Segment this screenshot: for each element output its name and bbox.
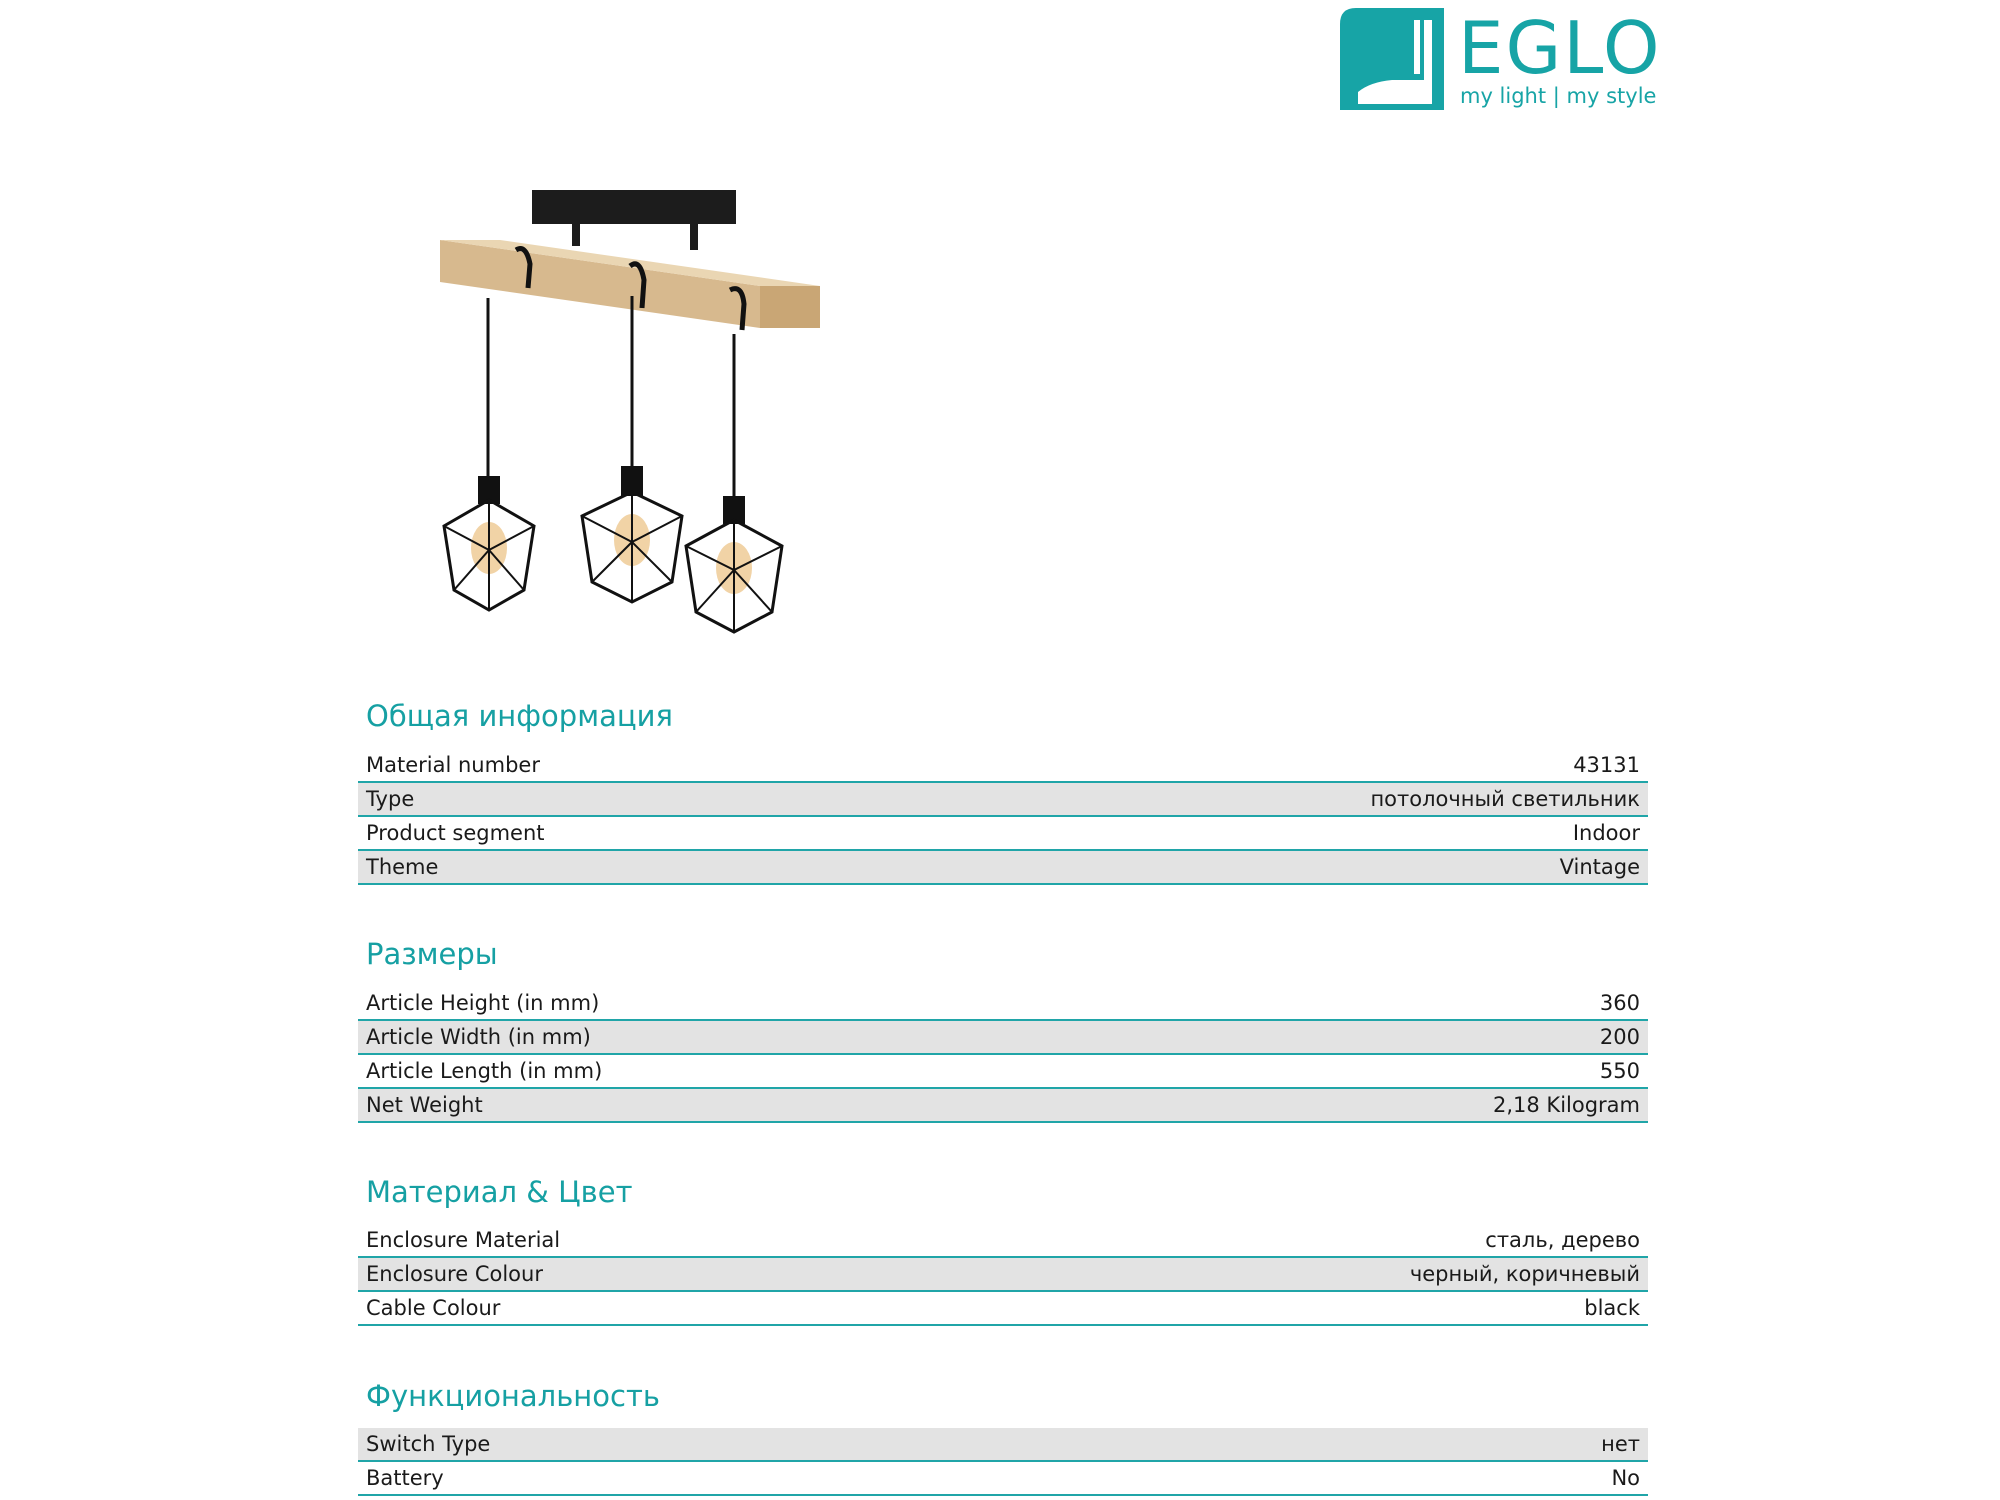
row-value: No	[1611, 1466, 1640, 1490]
row-value: потолочный светильник	[1370, 787, 1640, 811]
row-value: 43131	[1573, 753, 1640, 777]
row-key: Material number	[366, 753, 540, 777]
table-row	[358, 1462, 1648, 1496]
row-value: 360	[1599, 991, 1640, 1015]
table-row	[358, 1428, 1648, 1462]
row-key: Switch Type	[366, 1432, 491, 1456]
row-value: black	[1584, 1296, 1640, 1320]
eglo-logo-icon	[1340, 8, 1444, 110]
section-title-dimensions: Размеры	[366, 937, 498, 971]
table-material	[358, 1224, 1648, 1326]
row-value: 200	[1599, 1025, 1640, 1049]
row-key: Enclosure Colour	[366, 1262, 543, 1286]
ceiling-pendant-lamp-image	[420, 170, 840, 650]
table-general	[358, 749, 1648, 885]
brand-tagline: my light | my style	[1460, 84, 1657, 108]
row-key: Net Weight	[366, 1093, 483, 1117]
row-value: 550	[1599, 1059, 1640, 1083]
row-value: Indoor	[1572, 821, 1640, 845]
table-row	[358, 851, 1648, 885]
section-title-general: Общая информация	[366, 699, 673, 733]
table-functionality	[358, 1428, 1648, 1496]
table-row	[358, 749, 1648, 783]
row-key: Article Length (in mm)	[366, 1059, 603, 1083]
table-row	[358, 1021, 1648, 1055]
table-row	[358, 783, 1648, 817]
brand-name: EGLO	[1458, 6, 1662, 90]
row-key: Product segment	[366, 821, 545, 845]
table-row	[358, 817, 1648, 851]
row-value: сталь, дерево	[1485, 1228, 1640, 1252]
table-dimensions	[358, 987, 1648, 1123]
row-value: 2,18 Kilogram	[1492, 1093, 1640, 1117]
table-row	[358, 1089, 1648, 1123]
table-row	[358, 1224, 1648, 1258]
table-row	[358, 1292, 1648, 1326]
eglo-logo	[1340, 6, 1662, 112]
section-title-functionality: Функциональность	[366, 1379, 660, 1413]
row-key: Theme	[366, 855, 439, 879]
row-key: Battery	[366, 1466, 444, 1490]
row-value: Vintage	[1559, 855, 1640, 879]
row-value: черный, коричневый	[1409, 1262, 1640, 1286]
row-value: нет	[1601, 1432, 1640, 1456]
row-key: Cable Colour	[366, 1296, 501, 1320]
row-key: Enclosure Material	[366, 1228, 561, 1252]
section-title-material: Материал & Цвет	[366, 1175, 633, 1209]
row-key: Type	[366, 787, 415, 811]
table-row	[358, 987, 1648, 1021]
table-row	[358, 1258, 1648, 1292]
table-row	[358, 1055, 1648, 1089]
row-key: Article Height (in mm)	[366, 991, 600, 1015]
row-key: Article Width (in mm)	[366, 1025, 591, 1049]
